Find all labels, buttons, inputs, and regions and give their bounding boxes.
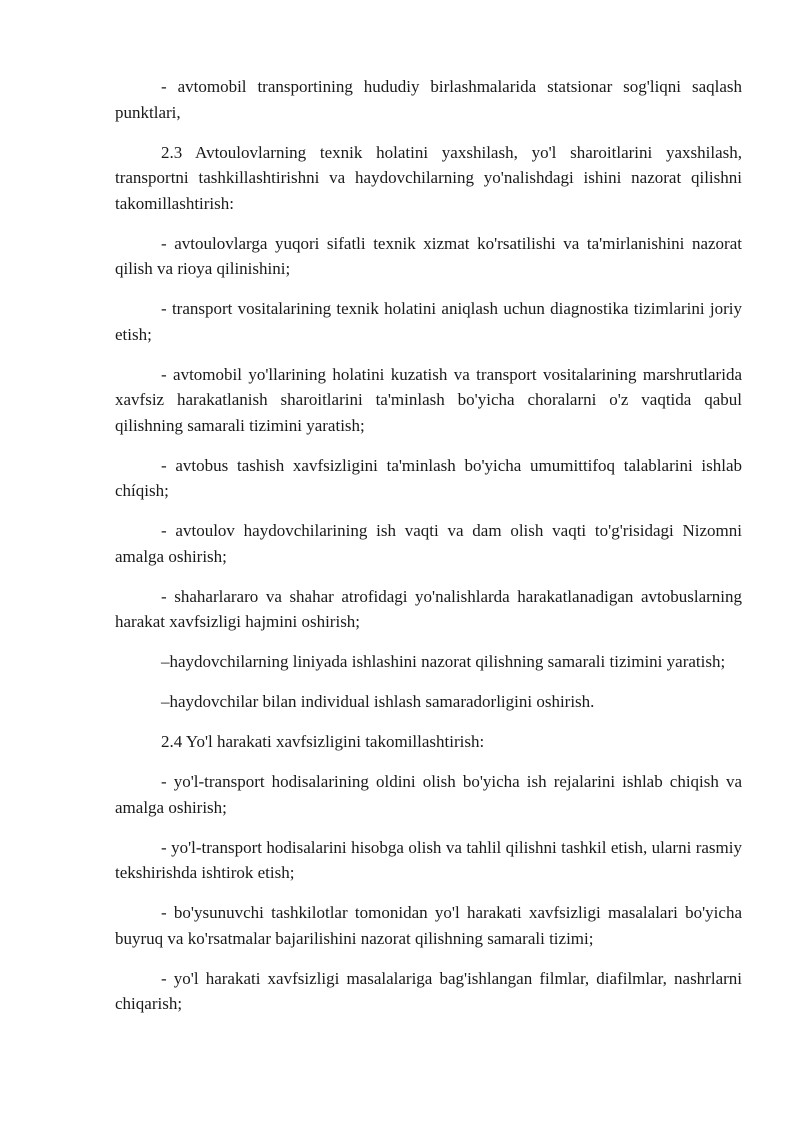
paragraph-accident-prevention: - yo'l-transport hodisalarining oldini olish bo'yicha ish rejalarini ishlab chiqish va amalga oshirish;	[115, 772, 742, 817]
section-heading-2-4: 2.4 Yo'l harakati xavfsizligini takomillashtirish:	[161, 732, 485, 751]
paragraph-bus-safety: - avtobus tashish xavfsizligini ta'minlash bo'yicha umumittifoq talablarini ishlab chíqish;	[115, 455, 742, 500]
document-page	[115, 74, 742, 1031]
paragraph-intercity-buses: - shaharlararo va shahar atrofidagi yo'nalishlarda harakatlanadigan avtobuslarning harakat xavfsizligi hajmini oshirish;	[115, 586, 742, 631]
paragraph-accident-analysis: - yo'l-transport hodisalarini hisobga olish va tahlil qilishni tashkil etish, ularni rasmiy tekshirishda ishtirok etish;	[115, 837, 742, 882]
section-heading-2-3: 2.3 Avtoulovlarning texnik holatini yaxshilash, yo'l sharoitlarini yaxshilash, transportni tashkillashtirishni va haydovchilarning yo'nalishdagi ishini nazorat qilishni takomillashtirish:	[115, 142, 742, 213]
paragraph-diagnostics: - transport vositalarining texnik holatini aniqlash uchun diagnostika tizimlarini joriy etish;	[115, 299, 742, 344]
paragraph-health-points: - avtomobil transportining hududiy birlashmalarida statsionar sog'liqni saqlash punktlari,	[115, 77, 742, 122]
paragraph-work-rest-time: - avtoulov haydovchilarining ish vaqti va dam olish vaqti to'g'risidagi Nizomni amalga oshirish;	[115, 521, 742, 566]
paragraph-orders-control: - bo'ysunuvchi tashkilotlar tomonidan yo'l harakati xavfsizligi masalalari bo'yicha buyruq va ko'rsatmalar bajarilishini nazorat qilishning samarali tizimi;	[115, 903, 742, 948]
paragraph-films-publications: - yo'l harakati xavfsizligi masalalariga bag'ishlangan filmlar, diafilmlar, nashrlarni chiqarish;	[115, 968, 742, 1013]
paragraph-maintenance-control: - avtoulovlarga yuqori sifatli texnik xizmat ko'rsatilishi va ta'mirlanishini nazorat qilish va rioya qilinishini;	[115, 233, 742, 278]
paragraph-line-control: –haydovchilarning liniyada ishlashini nazorat qilishning samarali tizimini yaratish;	[161, 652, 726, 671]
paragraph-road-monitoring: - avtomobil yo'llarining holatini kuzatish va transport vositalarining marshrutlarida xavfsiz harakatlanish sharoitlarini ta'minlash bo'yicha choralarni o'z vaqtida qabul qilishning samarali tizimini yaratish;	[115, 364, 742, 435]
paragraph-individual-work: –haydovchilar bilan individual ishlash samaradorligini oshirish.	[161, 692, 595, 711]
